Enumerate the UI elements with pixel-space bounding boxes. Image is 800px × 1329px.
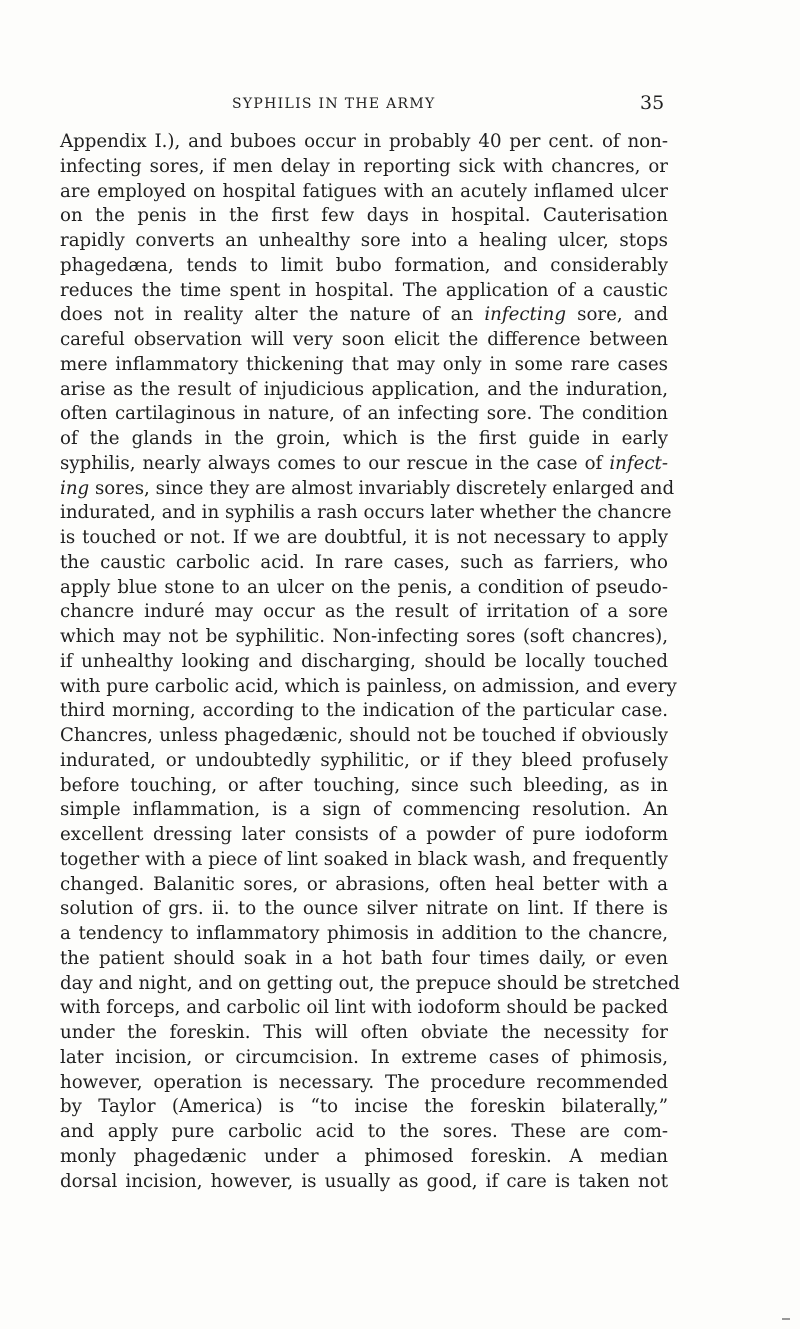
text-line: often cartilaginous in nature, of an infecting sore. The condition <box>60 403 668 425</box>
text-line: mere inflammatory thickening that may only in some rare cases <box>60 353 668 375</box>
text-line: on the penis in the first few days in hospital. Cauterisation <box>60 205 668 227</box>
text-line: later incision, or circumcision. In extreme cases of phimosis, <box>60 1046 668 1068</box>
text-line: reduces the time spent in hospital. The application of a caustic <box>60 279 668 301</box>
text-line: Appendix I.), and buboes occur in probably 40 per cent. of non- <box>60 131 668 152</box>
text-line: rapidly converts an unhealthy sore into a healing ulcer, stops <box>60 230 668 251</box>
text-line: of the glands in the groin, which is the first guide in early <box>60 428 668 449</box>
text-line: ing sores, since they are almost invariably discretely enlarged and <box>60 477 675 499</box>
text-line: excellent dressing later consists of a powder of pure iodoform <box>60 824 668 845</box>
text-line: indurated, or undoubtedly syphilitic, or if they bleed profusely <box>60 749 668 771</box>
text-line: with forceps, and carbolic oil lint with iodoform should be packed <box>60 997 668 1019</box>
text-line: syphilis, nearly always comes to our rescue in the case of infect- <box>60 452 668 474</box>
text-line: are employed on hospital fatigues with an acutely inflamed ulcer <box>60 180 668 202</box>
text-line: day and night, and on getting out, the prepuce should be stretched <box>60 972 680 994</box>
italic-emphasis: infect- <box>609 452 668 474</box>
text-line: does not in reality alter the nature of an infecting sore, and <box>60 304 668 326</box>
text-line: changed. Balanitic sores, or abrasions, often heal better with a <box>60 873 668 895</box>
text-line: which may not be syphilitic. Non-infecting sores (soft chancres), <box>60 626 668 647</box>
text-line: dorsal incision, however, is usually as good, if care is taken not <box>60 1170 668 1192</box>
text-line: phagedæna, tends to limit bubo formation, and considerably <box>60 254 668 276</box>
text-line: chancre induré may occur as the result of irritation of a sore <box>60 601 668 623</box>
body-text <box>60 130 680 1194</box>
text-line: is touched or not. If we are doubtful, it is not necessary to apply <box>60 527 668 548</box>
text-line: infecting sores, if men delay in reporting sick with chancres, or <box>60 155 668 177</box>
italic-emphasis: infecting <box>484 304 567 326</box>
text-line: with pure carbolic acid, which is painless, on admission, and every <box>60 675 677 697</box>
page-header <box>0 92 800 120</box>
text-line: solution of grs. ii. to the ounce silver nitrate on lint. If there is <box>60 898 668 920</box>
page-number: 35 <box>640 92 665 114</box>
running-title: SYPHILIS IN THE ARMY <box>232 96 436 112</box>
text-line: however, operation is necessary. The procedure recommended <box>60 1071 668 1093</box>
text-line: apply blue stone to an ulcer on the penis, a condition of pseudo- <box>60 576 668 598</box>
text-line: under the foreskin. This will often obviate the necessity for <box>60 1022 668 1043</box>
text-line: third morning, according to the indication of the particular case. <box>60 700 668 722</box>
text-line: monly phagedænic under a phimosed foreskin. A median <box>60 1145 668 1167</box>
text-line: simple inflammation, is a sign of commencing resolution. An <box>60 799 668 821</box>
italic-emphasis: ing <box>60 477 90 499</box>
text-line: indurated, and in syphilis a rash occurs later whether the chancre <box>60 502 672 524</box>
text-line: by Taylor (America) is “to incise the foreskin bilaterally,” <box>60 1096 668 1118</box>
text-line: the caustic carbolic acid. In rare cases, such as farriers, who <box>60 551 668 573</box>
text-line: before touching, or after touching, since such bleeding, as in <box>60 774 668 796</box>
scan-edge-mark <box>782 1318 790 1320</box>
text-line: careful observation will very soon elicit the difference between <box>60 329 668 350</box>
text-line: and apply pure carbolic acid to the sores. These are com- <box>60 1121 668 1142</box>
text-line: the patient should soak in a hot bath four times daily, or even <box>60 947 668 969</box>
text-line: arise as the result of injudicious application, and the induration, <box>60 378 668 400</box>
text-line: if unhealthy looking and discharging, should be locally touched <box>60 650 668 672</box>
text-line: a tendency to inflammatory phimosis in addition to the chancre, <box>60 923 668 944</box>
text-line: together with a piece of lint soaked in black wash, and frequently <box>60 848 668 870</box>
text-line: Chancres, unless phagedænic, should not be touched if obviously <box>60 725 668 746</box>
